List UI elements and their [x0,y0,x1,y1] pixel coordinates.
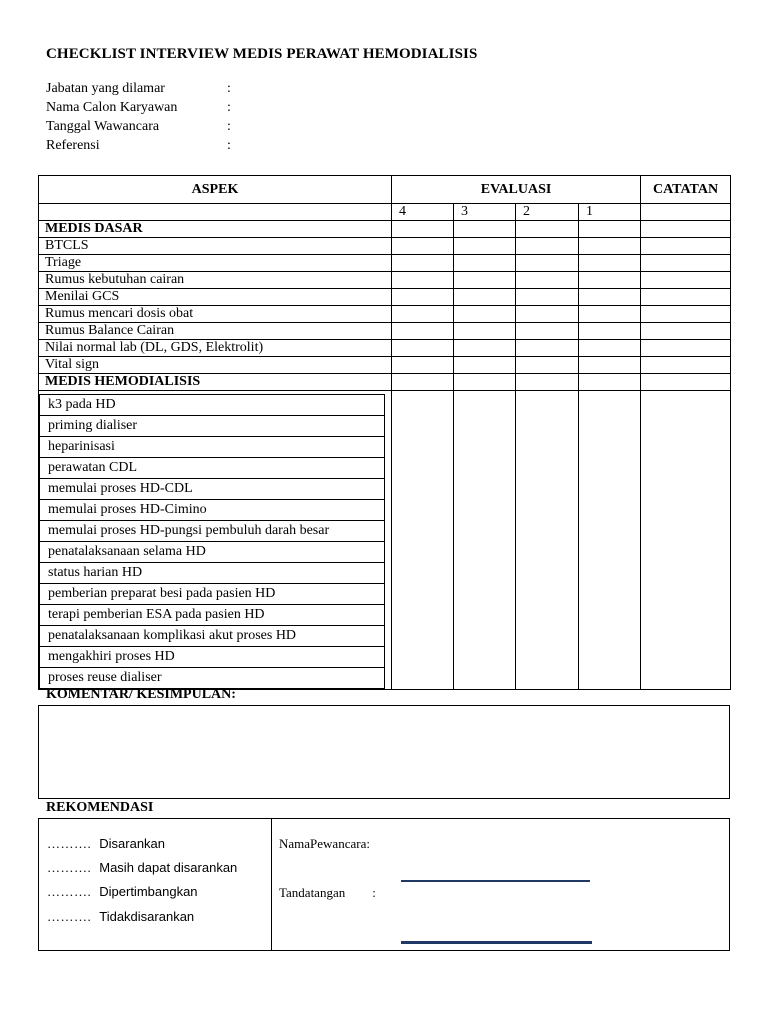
eval-cell[interactable] [516,323,579,340]
hd-item-label: memulai proses HD-CDL [40,479,385,500]
aspect-label: Vital sign [39,357,392,374]
interviewer-name-line[interactable] [401,880,590,882]
aspect-label: Nilai normal lab (DL, GDS, Elektrolit) [39,340,392,357]
header-evaluasi: EVALUASI [392,176,641,204]
eval-cell[interactable] [392,255,454,272]
eval-cell[interactable] [516,289,579,306]
option-label: Masih dapat disarankan [99,860,238,875]
notes-cell[interactable] [641,374,731,391]
list-item [40,668,385,689]
score-3: 3 [454,204,516,221]
option-dots: ………. [47,909,92,924]
eval-cell[interactable] [392,340,454,357]
table-row [39,340,731,357]
aspect-label: Menilai GCS [39,289,392,306]
score-1: 1 [579,204,641,221]
eval-cell[interactable] [516,255,579,272]
hd-item-label: mengakhiri proses HD [40,647,385,668]
eval-cell[interactable] [454,374,516,391]
comment-heading: KOMENTAR/ KESIMPULAN: [46,687,236,702]
table-row [39,272,731,289]
form-title: CHECKLIST INTERVIEW MEDIS PERAWAT HEMODIALISIS [46,46,478,62]
hd-item-label: terapi pemberian ESA pada pasien HD [40,605,385,626]
table-row [39,255,731,272]
info-separator: : [227,100,231,115]
header-catatan: CATATAN [641,176,731,204]
eval-cell[interactable] [579,391,641,690]
eval-cell[interactable] [454,221,516,238]
evaluation-table [38,175,731,690]
section-medis-hemodialisis [39,374,731,391]
recommendation-heading: REKOMENDASI [46,800,154,815]
score-header-row [39,204,731,221]
score-header-notes [641,204,731,221]
notes-cell[interactable] [641,323,731,340]
notes-cell[interactable] [641,255,731,272]
eval-cell[interactable] [516,374,579,391]
option-disarankan[interactable] [47,836,165,852]
signature-separator: : [372,885,376,900]
signature-label [279,885,376,901]
list-item [40,626,385,647]
eval-cell[interactable] [579,340,641,357]
eval-cell[interactable] [516,272,579,289]
list-item [40,542,385,563]
option-tidakdisarankan[interactable] [47,909,194,925]
notes-cell[interactable] [641,221,731,238]
table-row [39,357,731,374]
hd-item-label: heparinisasi [40,437,385,458]
header-aspek: ASPEK [39,176,392,204]
aspect-label: BTCLS [39,238,392,255]
eval-cell[interactable] [454,289,516,306]
eval-cell[interactable] [454,238,516,255]
hd-items-row [39,391,731,690]
eval-cell[interactable] [392,357,454,374]
list-item [40,479,385,500]
eval-cell[interactable] [516,221,579,238]
aspect-label: Rumus Balance Cairan [39,323,392,340]
aspect-label: Rumus mencari dosis obat [39,306,392,323]
notes-cell[interactable] [641,391,731,690]
hd-item-label: priming dialiser [40,416,385,437]
score-2: 2 [516,204,579,221]
list-item [40,563,385,584]
signature-line[interactable] [401,941,592,944]
eval-cell[interactable] [454,323,516,340]
eval-cell[interactable] [579,272,641,289]
option-masih-dapat-disarankan[interactable] [47,860,237,876]
divider [271,819,272,950]
eval-cell[interactable] [579,357,641,374]
score-4: 4 [392,204,454,221]
eval-cell[interactable] [579,323,641,340]
option-dots: ………. [47,836,92,851]
option-label: Disarankan [99,836,166,851]
eval-cell[interactable] [579,374,641,391]
eval-cell[interactable] [392,374,454,391]
info-label: Referensi [46,138,100,153]
option-dots: ………. [47,884,92,899]
info-row-reference [46,136,231,155]
header-row [39,176,731,204]
section-title: MEDIS DASAR [39,221,392,238]
aspect-label: Triage [39,255,392,272]
list-item [40,605,385,626]
list-item [40,521,385,542]
eval-cell[interactable] [579,306,641,323]
list-item [40,584,385,605]
hd-item-label: status harian HD [40,563,385,584]
notes-cell[interactable] [641,272,731,289]
hd-items-cell [39,391,392,690]
eval-cell[interactable] [579,255,641,272]
info-label: Tanggal Wawancara [46,119,160,134]
option-dipertimbangkan[interactable] [47,884,198,900]
eval-cell[interactable] [516,340,579,357]
notes-cell[interactable] [641,357,731,374]
eval-cell[interactable] [579,221,641,238]
eval-cell[interactable] [579,238,641,255]
table-row [39,306,731,323]
eval-cell[interactable] [454,306,516,323]
option-dots: ………. [47,860,92,875]
hd-item-label: pemberian preparat besi pada pasien HD [40,584,385,605]
applicant-info [46,79,231,155]
hd-item-label: memulai proses HD-Cimino [40,500,385,521]
eval-cell[interactable] [392,323,454,340]
eval-cell[interactable] [454,340,516,357]
recommendation-box [38,818,730,951]
notes-cell[interactable] [641,238,731,255]
list-item [40,416,385,437]
info-row-date [46,117,231,136]
eval-cell[interactable] [516,238,579,255]
interviewer-name-label: NamaPewancara: [279,836,370,851]
eval-cell[interactable] [516,306,579,323]
hd-item-label: perawatan CDL [40,458,385,479]
eval-cell[interactable] [454,255,516,272]
eval-cell[interactable] [579,289,641,306]
info-separator: : [227,119,231,134]
hd-items-list [39,394,385,689]
eval-cell[interactable] [392,289,454,306]
info-separator: : [227,81,231,96]
option-label: Dipertimbangkan [99,884,198,899]
eval-cell[interactable] [454,357,516,374]
option-label: Tidakdisarankan [99,909,195,924]
eval-cell[interactable] [454,272,516,289]
hd-item-label: memulai proses HD-pungsi pembuluh darah besar [40,521,385,542]
table-row [39,238,731,255]
eval-cell[interactable] [516,391,579,690]
list-item [40,395,385,416]
eval-cell[interactable] [392,306,454,323]
list-item [40,437,385,458]
notes-cell[interactable] [641,289,731,306]
comment-box[interactable] [38,705,730,799]
score-header-spacer [39,204,392,221]
hd-item-label: proses reuse dialiser [40,668,385,689]
list-item [40,647,385,668]
info-separator: : [227,138,231,153]
info-row-name [46,98,231,117]
hd-item-label: k3 pada HD [40,395,385,416]
eval-cell[interactable] [392,391,454,690]
eval-cell[interactable] [516,357,579,374]
aspect-label: Rumus kebutuhan cairan [39,272,392,289]
list-item [40,458,385,479]
section-title: MEDIS HEMODIALISIS [39,374,392,391]
table-row [39,323,731,340]
eval-cell[interactable] [392,272,454,289]
hd-item-label: penatalaksanaan komplikasi akut proses HD [40,626,385,647]
notes-cell[interactable] [641,306,731,323]
eval-cell[interactable] [392,238,454,255]
signature-label-text: Tandatangan [279,885,346,900]
notes-cell[interactable] [641,340,731,357]
section-medis-dasar [39,221,731,238]
info-label: Nama Calon Karyawan [46,100,178,115]
eval-cell[interactable] [392,221,454,238]
info-label: Jabatan yang dilamar [46,81,165,96]
info-row-position [46,79,231,98]
hd-item-label: penatalaksanaan selama HD [40,542,385,563]
table-row [39,289,731,306]
eval-cell[interactable] [454,391,516,690]
list-item [40,500,385,521]
